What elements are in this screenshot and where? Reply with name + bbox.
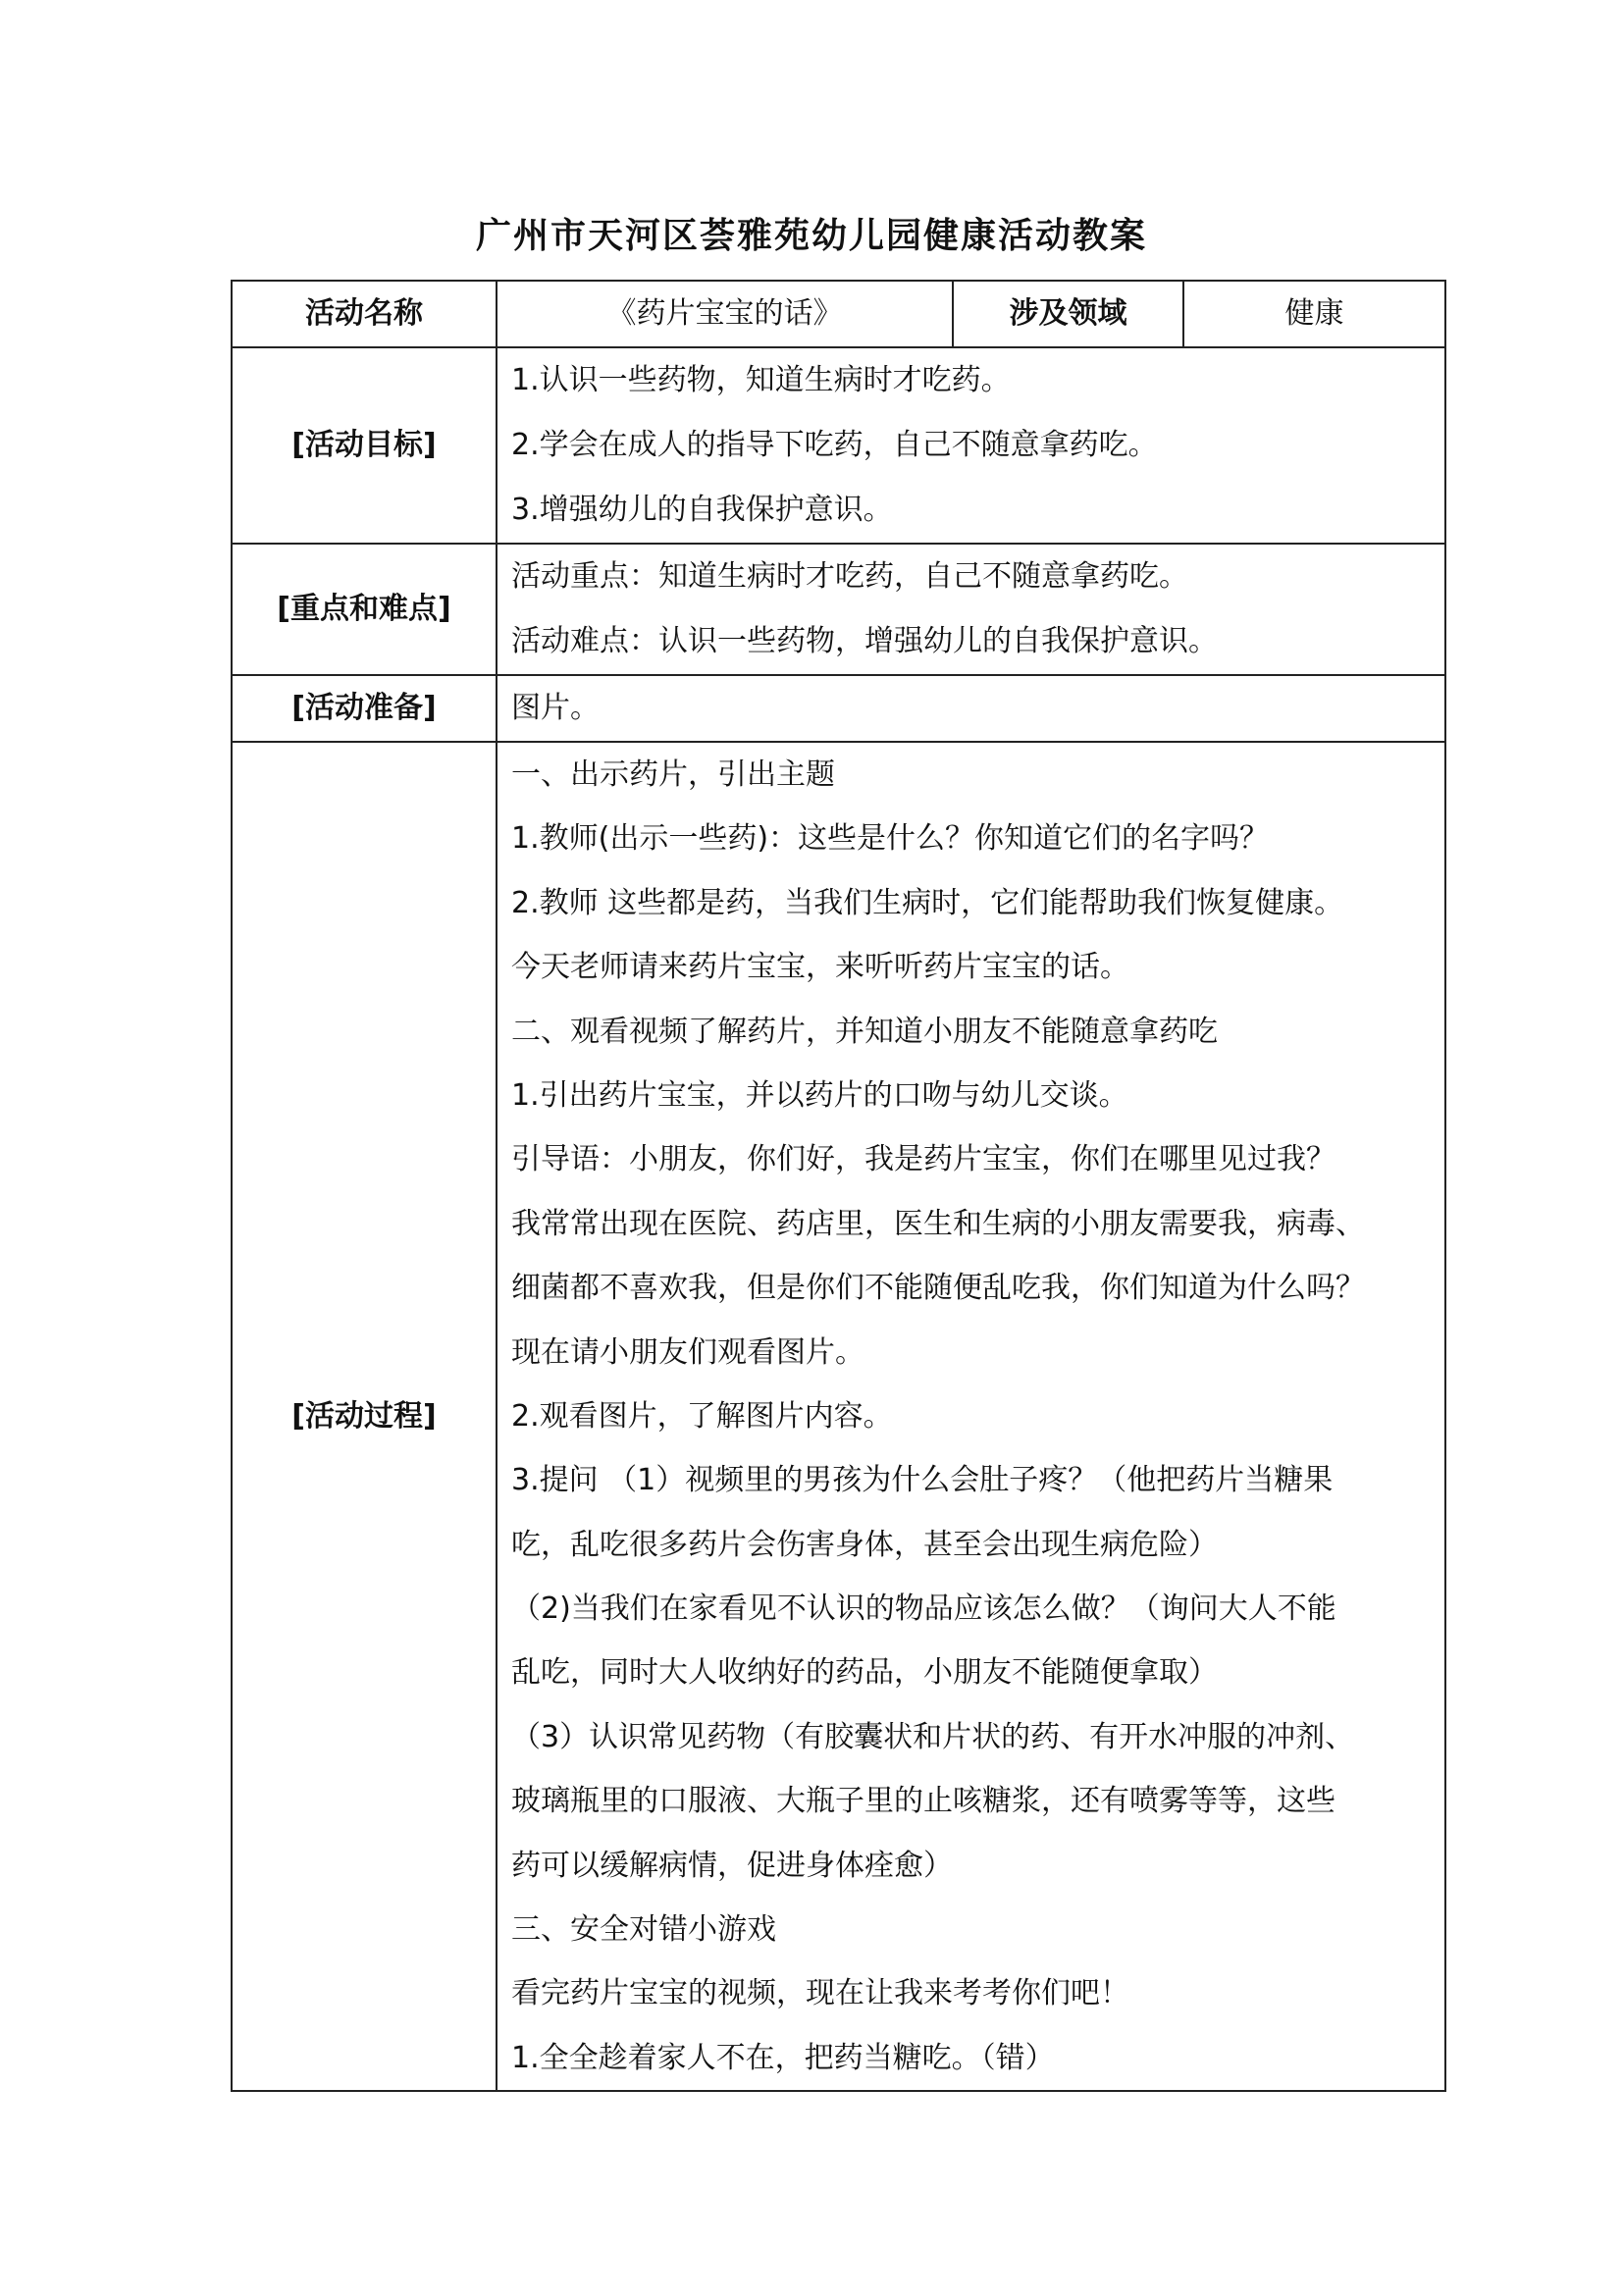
goals-content [497,347,1445,544]
goal-line: 1.认识一些药物，知道生病时才吃药。 [511,363,1011,397]
header-row [232,281,1445,347]
preparation-label: [活动准备] [232,675,497,742]
domain-label: 涉及领域 [953,281,1183,347]
process-line: 3.提问 （1）视频里的男孩为什么会肚子疼？（他把药片当糖果 [511,1463,1334,1498]
process-line: 细菌都不喜欢我，但是你们不能随便乱吃我，你们知道为什么吗？ [511,1271,1365,1306]
key-points-content [497,544,1445,675]
domain-value: 健康 [1183,281,1445,347]
process-row [232,742,1445,2091]
goals-label: [活动目标] [232,347,497,544]
key-point-line: 活动难点：认识一些药物，增强幼儿的自我保护意识。 [511,624,1218,658]
goal-line: 2.学会在成人的指导下吃药，自己不随意拿药吃。 [511,428,1158,462]
process-line: 看完药片宝宝的视频，现在让我来考考你们吧！ [511,1976,1129,2011]
key-point-line: 活动重点：知道生病时才吃药，自己不随意拿药吃。 [511,559,1188,594]
process-line: 药可以缓解病情，促进身体痊愈） [511,1848,953,1883]
process-line: 吃，乱吃很多药片会伤害身体，甚至会出现生病危险） [511,1527,1218,1562]
activity-name-value: 《药片宝宝的话》 [497,281,953,347]
document-title: 广州市天河区荟雅苑幼儿园健康活动教案 [475,215,1147,256]
process-line: 引导语：小朋友，你们好，我是药片宝宝，你们在哪里见过我？ [511,1142,1335,1177]
key-points-label: [重点和难点] [232,544,497,675]
process-line: （3）认识常见药物（有胶囊状和片状的药、有开水冲服的冲剂、 [511,1719,1355,1754]
process-line: （2)当我们在家看见不认识的物品应该怎么做？（询问大人不能 [511,1592,1336,1627]
process-line: 我常常出现在医院、药店里，医生和生病的小朋友需要我，病毒、 [511,1206,1365,1241]
process-line: 二、观看视频了解药片，并知道小朋友不能随意拿药吃 [511,1014,1218,1049]
process-line: 玻璃瓶里的口服液、大瓶子里的止咳糖浆，还有喷雾等等，这些 [511,1784,1335,1819]
key-points-row [232,544,1445,675]
preparation-value: 图片。 [511,691,600,725]
process-line: 1.引出药片宝宝，并以药片的口吻与幼儿交谈。 [511,1077,1128,1113]
process-line: 三、安全对错小游戏 [511,1912,776,1948]
process-line: 2.观看图片，了解图片内容。 [511,1398,893,1434]
process-line: 今天老师请来药片宝宝，来听听药片宝宝的话。 [511,950,1129,985]
process-content [497,742,1445,2091]
process-line: 2.教师 这些都是药，当我们生病时，它们能帮助我们恢复健康。 [511,885,1344,920]
process-line: 1.全全趁着家人不在，把药当糖吃。（错） [511,2040,1055,2075]
lesson-plan-table [231,280,1446,2092]
goal-line: 3.增强幼儿的自我保护意识。 [511,493,893,527]
process-line: 1.教师(出示一些药)：这些是什么？你知道它们的名字吗？ [511,821,1270,857]
process-line: 乱吃，同时大人收纳好的药品，小朋友不能随便拿取） [511,1655,1218,1691]
process-line: 现在请小朋友们观看图片。 [511,1334,864,1370]
process-line: 一、出示药片，引出主题 [511,757,835,792]
preparation-row [232,675,1445,742]
preparation-content [497,675,1445,742]
activity-name-label: 活动名称 [232,281,497,347]
goals-row [232,347,1445,544]
process-label: [活动过程] [232,742,497,2091]
